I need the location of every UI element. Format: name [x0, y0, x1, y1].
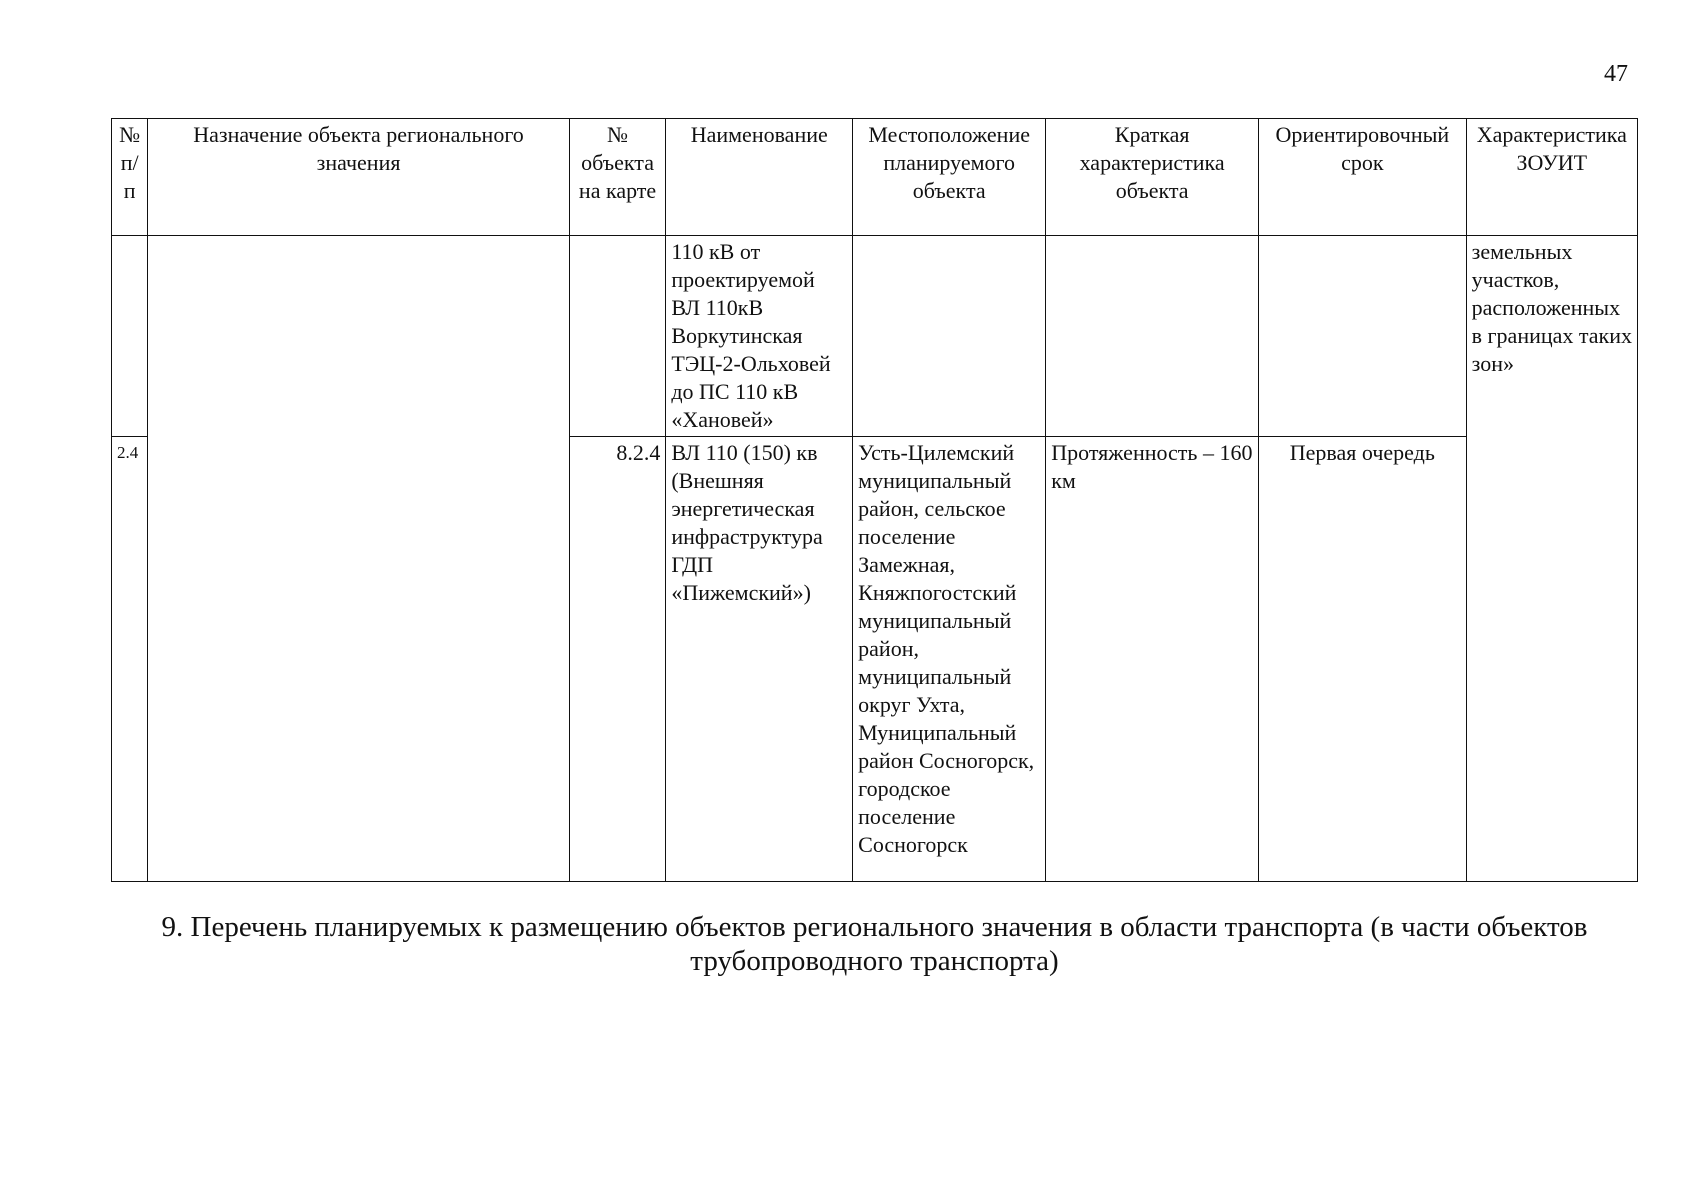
cell-location — [853, 236, 1046, 437]
header-purpose: Назначение объекта регионального значения — [148, 119, 569, 236]
cell-zouit: земельных участков, расположенных в границах таких зон» — [1466, 236, 1637, 882]
cell-term: Первая очередь — [1259, 437, 1467, 882]
objects-table — [111, 118, 1638, 882]
cell-characteristic — [1046, 236, 1259, 437]
cell-purpose — [148, 236, 569, 882]
header-location: Местоположение планируемого объекта — [853, 119, 1046, 236]
cell-name: ВЛ 110 (150) кв (Внешняя энергетическая инфраструктура ГДП «Пижемский») — [666, 437, 853, 882]
header-name: Наименование — [666, 119, 853, 236]
cell-location: Усть-Цилемский муниципальный район, сельское поселение Замежная, Княжпогостский муниципальный район, муниципальный округ Ухта, Муниципальный район Сосногорск, городское поселение Сосногорск — [853, 437, 1046, 882]
table-row — [112, 236, 1638, 437]
header-characteristic: Краткая характеристика объекта — [1046, 119, 1259, 236]
header-num: № п/п — [112, 119, 148, 236]
header-zouit: Характеристика ЗОУИТ — [1466, 119, 1637, 236]
page-number: 47 — [1604, 61, 1628, 87]
cell-name: 110 кВ от проектируемой ВЛ 110кВ Воркутинская ТЭЦ-2-Ольховей до ПС 110 кВ «Хановей» — [666, 236, 853, 437]
cell-num — [112, 236, 148, 437]
section-caption: 9. Перечень планируемых к размещению объектов регионального значения в области транспорта (в части объектов трубопроводного транспорта) — [161, 911, 1588, 977]
cell-map-no — [569, 236, 666, 437]
header-term: Ориентировочный срок — [1259, 119, 1467, 236]
cell-term — [1259, 236, 1467, 437]
cell-characteristic: Протяженность – 160 км — [1046, 437, 1259, 882]
header-map-no: № объекта на карте — [569, 119, 666, 236]
cell-num: 2.4 — [112, 437, 148, 882]
cell-map-no: 8.2.4 — [569, 437, 666, 882]
table-header-row — [112, 119, 1638, 236]
